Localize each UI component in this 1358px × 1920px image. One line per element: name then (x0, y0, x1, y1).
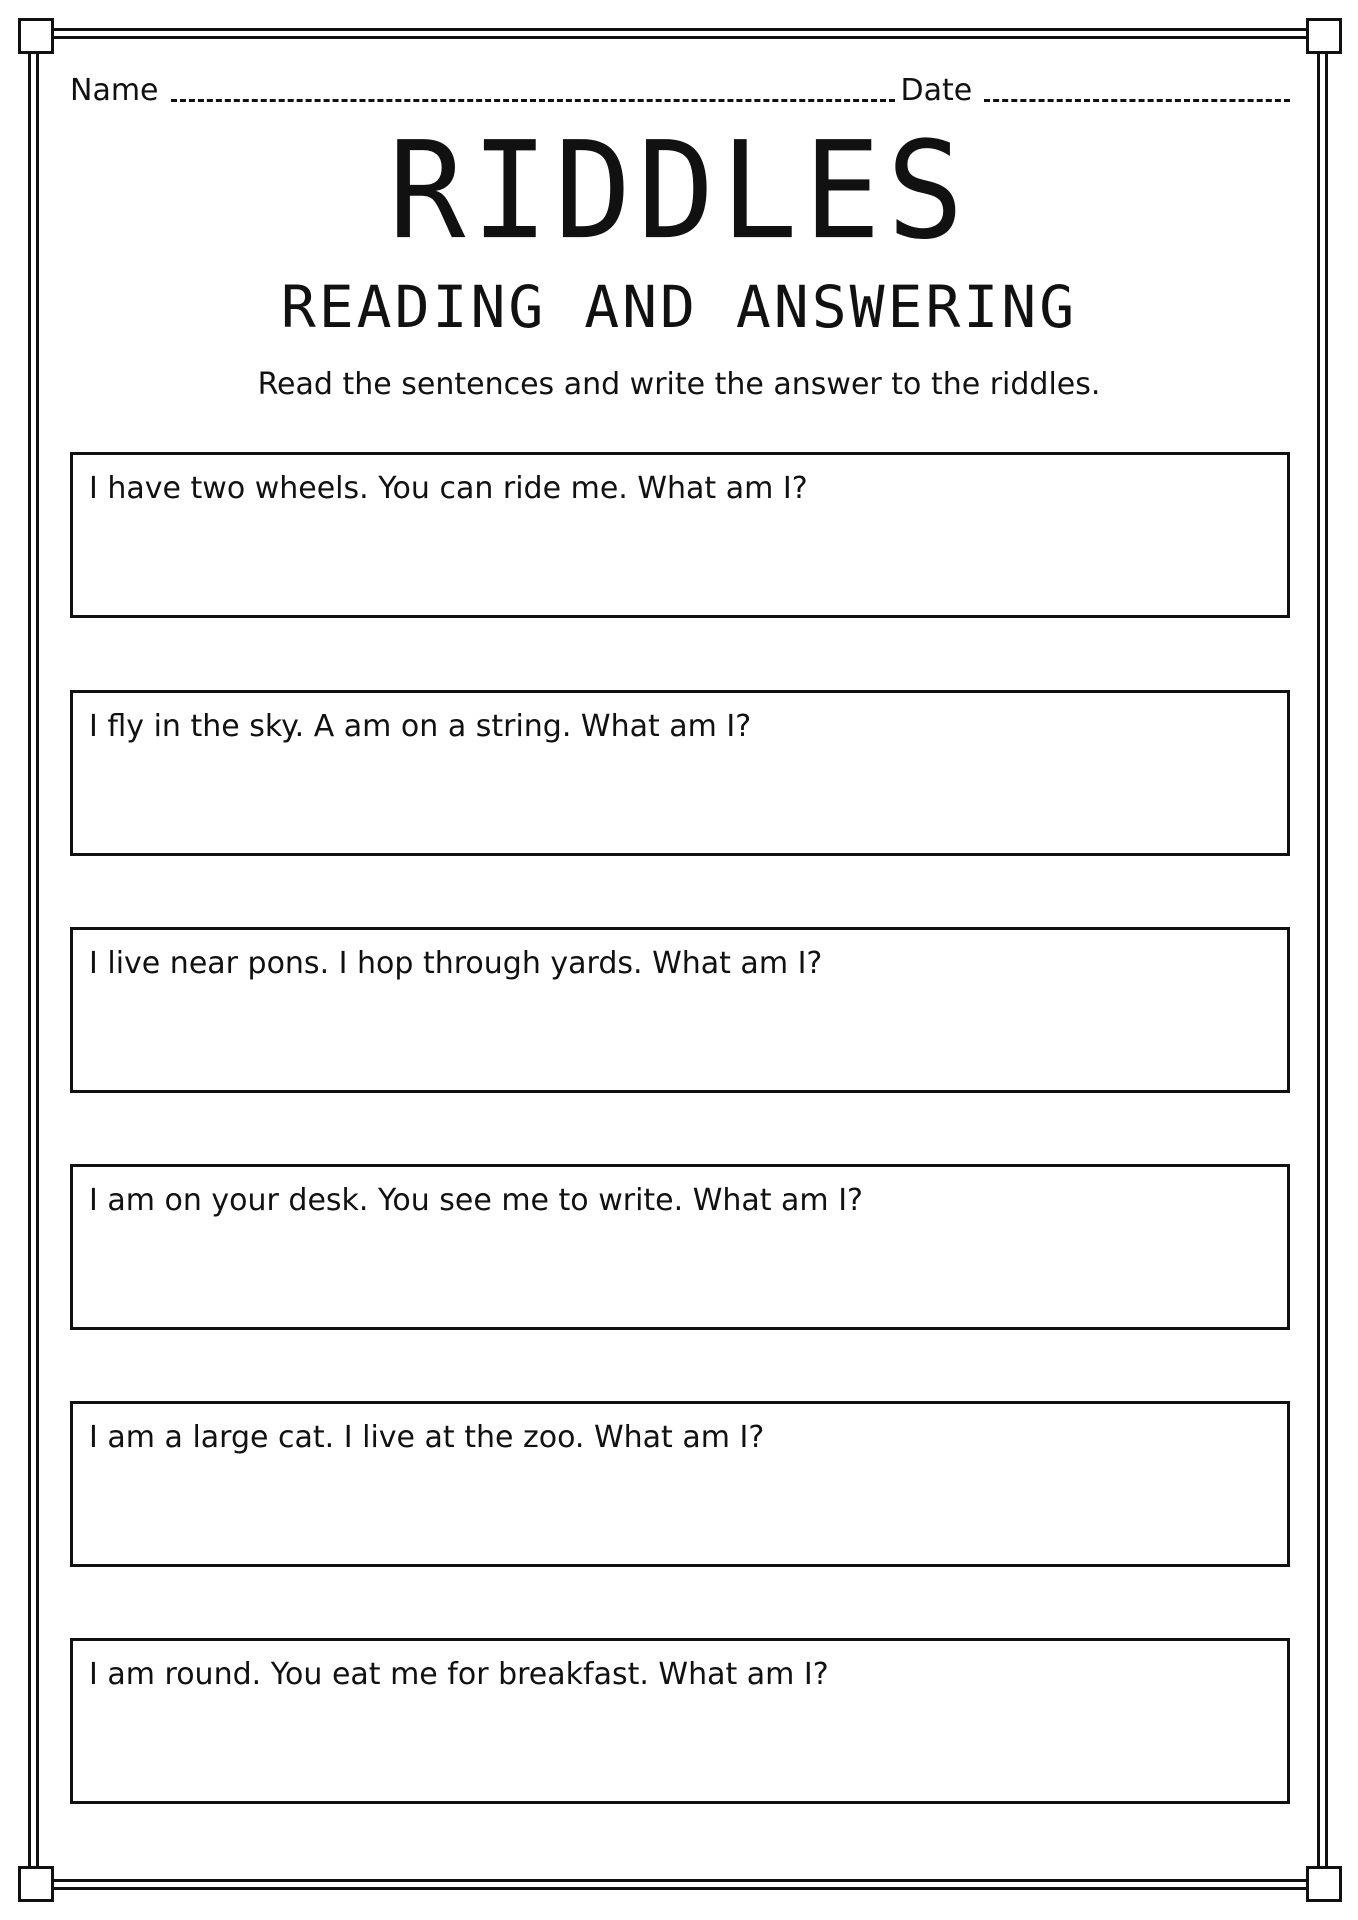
corner-square-icon (1306, 18, 1342, 54)
answer-area[interactable] (89, 1237, 1271, 1315)
riddle-question: I am on your desk. You see me to write. What am I? (89, 1183, 863, 1218)
riddle-box-2 (70, 690, 1290, 856)
name-label: Name (70, 73, 159, 108)
riddle-question: I am round. You eat me for breakfast. What am I? (89, 1657, 829, 1692)
instructions-text: Read the sentences and write the answer to the riddles. (257, 367, 1101, 402)
date-label: Date (900, 73, 973, 108)
corner-square-icon (18, 18, 54, 54)
riddle-question: I am a large cat. I live at the zoo. What am I? (89, 1420, 765, 1455)
answer-area[interactable] (89, 1000, 1271, 1078)
answer-area[interactable] (89, 1711, 1271, 1789)
page-title: RIDDLES (388, 113, 970, 270)
riddle-box-1 (70, 452, 1290, 618)
date-field[interactable] (984, 99, 1290, 102)
answer-area[interactable] (89, 763, 1271, 841)
riddle-box-3 (70, 927, 1290, 1093)
answer-area[interactable] (89, 525, 1271, 603)
page-subtitle: READING AND ANSWERING (280, 273, 1078, 341)
name-field[interactable] (171, 99, 895, 102)
riddle-box-6 (70, 1638, 1290, 1804)
riddle-box-5 (70, 1401, 1290, 1567)
corner-square-icon (1306, 1866, 1342, 1902)
riddle-question: I fly in the sky. A am on a string. What am I? (89, 709, 752, 744)
riddle-question: I live near pons. I hop through yards. What am I? (89, 946, 823, 981)
riddle-question: I have two wheels. You can ride me. What am I? (89, 471, 808, 506)
answer-area[interactable] (89, 1474, 1271, 1552)
name-date-row (70, 66, 1290, 106)
riddle-box-4 (70, 1164, 1290, 1330)
corner-square-icon (18, 1866, 54, 1902)
